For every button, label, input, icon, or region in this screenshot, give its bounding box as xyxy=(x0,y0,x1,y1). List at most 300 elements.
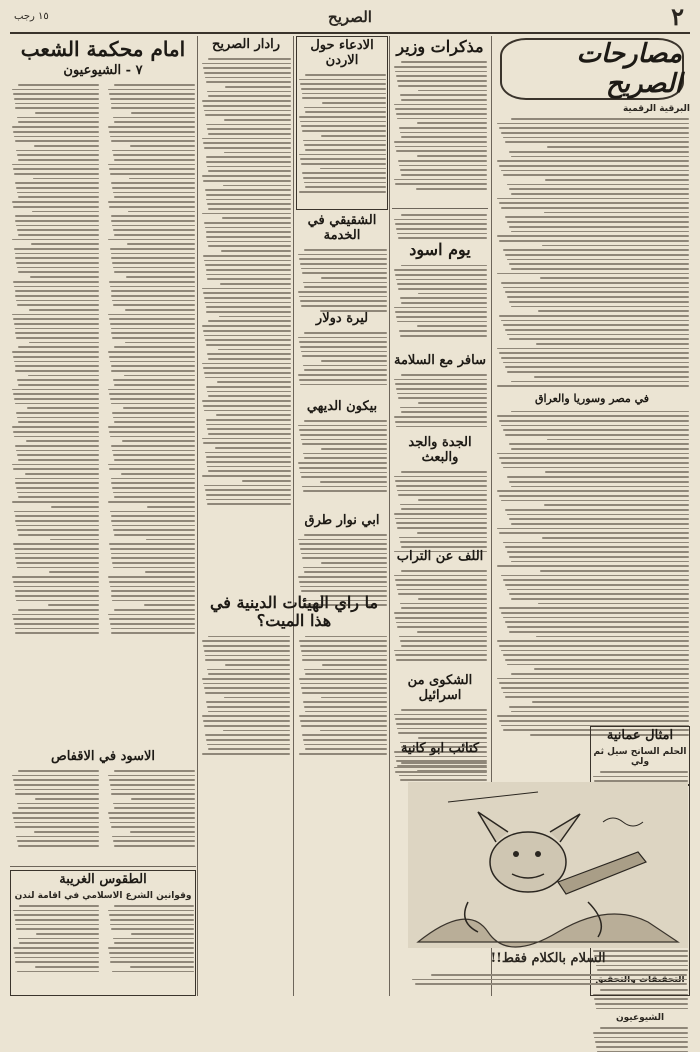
text-line xyxy=(301,351,387,353)
body-text xyxy=(200,634,291,755)
text-line xyxy=(14,361,99,363)
text-line xyxy=(15,182,99,184)
text-line xyxy=(298,425,387,427)
text-line xyxy=(110,173,195,175)
text-line xyxy=(401,645,487,647)
text-line xyxy=(400,504,487,506)
text-line xyxy=(400,335,487,337)
text-line xyxy=(14,248,99,250)
text-line xyxy=(114,421,195,423)
text-line xyxy=(111,445,195,447)
text-line xyxy=(396,522,487,524)
text-line xyxy=(395,146,487,148)
text-line xyxy=(16,928,99,930)
text-line xyxy=(108,164,195,166)
text-line xyxy=(14,398,99,400)
text-line xyxy=(397,728,487,730)
text-line xyxy=(15,253,99,255)
text-line xyxy=(302,272,388,274)
body-text xyxy=(494,116,690,387)
text-line xyxy=(203,255,291,257)
text-line xyxy=(203,142,291,144)
text-line xyxy=(16,150,99,152)
text-line xyxy=(417,325,487,327)
text-line xyxy=(17,192,99,194)
text-line xyxy=(114,121,195,123)
text-line xyxy=(206,739,290,741)
text-line xyxy=(501,425,689,427)
text-line xyxy=(305,673,387,675)
text-line xyxy=(202,753,290,755)
text-line xyxy=(501,687,689,689)
text-line xyxy=(114,770,195,772)
text-line xyxy=(109,468,195,470)
text-line xyxy=(205,189,291,191)
text-line xyxy=(113,417,195,419)
text-line xyxy=(221,250,291,252)
text-line xyxy=(111,370,195,372)
text-line xyxy=(509,706,689,708)
text-line xyxy=(321,697,387,699)
headline: الاسود في الاقفاص xyxy=(50,749,156,764)
text-line xyxy=(205,377,291,379)
text-line xyxy=(203,683,290,685)
text-line xyxy=(15,103,99,105)
text-line xyxy=(15,220,99,222)
article-musarahat xyxy=(494,36,690,726)
text-line xyxy=(497,565,689,567)
text-line xyxy=(109,393,195,395)
text-line xyxy=(544,504,690,506)
text-line xyxy=(593,1032,688,1034)
text-line xyxy=(13,318,99,320)
text-line xyxy=(112,971,194,973)
text-line xyxy=(397,80,487,82)
text-line xyxy=(499,532,689,534)
text-line xyxy=(15,370,99,372)
text-line xyxy=(511,268,689,270)
text-line xyxy=(594,998,688,1000)
text-line xyxy=(16,187,99,189)
text-line xyxy=(206,419,292,421)
text-line xyxy=(208,95,291,97)
text-line xyxy=(124,375,195,377)
text-line xyxy=(112,187,195,189)
text-line xyxy=(111,365,195,367)
text-line xyxy=(29,309,99,311)
text-line xyxy=(497,160,689,162)
text-line xyxy=(202,400,291,402)
text-line xyxy=(14,436,99,438)
text-line xyxy=(206,231,292,233)
text-line xyxy=(111,290,195,292)
text-line xyxy=(300,586,387,588)
text-line xyxy=(205,734,290,736)
text-line xyxy=(33,178,99,180)
text-line xyxy=(302,659,387,661)
text-line xyxy=(204,110,291,112)
article-jordan xyxy=(296,36,388,210)
text-line xyxy=(208,711,290,713)
text-line xyxy=(15,961,99,963)
text-line xyxy=(15,328,99,330)
body-text xyxy=(591,1025,689,1052)
text-line xyxy=(301,268,387,270)
text-line xyxy=(298,576,387,578)
text-line xyxy=(207,706,290,708)
cartoon-drawing-icon xyxy=(408,782,688,948)
text-line xyxy=(207,353,291,355)
text-line xyxy=(123,407,195,409)
article-peoples-court xyxy=(10,36,196,742)
text-line xyxy=(110,98,195,100)
text-line xyxy=(395,108,487,110)
text-line xyxy=(15,924,99,926)
text-line xyxy=(112,562,195,564)
subhead: البرقية الرقمية xyxy=(622,104,690,114)
subhead: ٧ - الشيوعيون xyxy=(63,63,143,78)
text-line xyxy=(547,439,689,441)
text-line xyxy=(13,168,99,170)
text-line xyxy=(206,236,291,238)
text-line xyxy=(202,63,291,65)
body-text xyxy=(408,972,688,985)
text-line xyxy=(505,216,689,218)
text-line xyxy=(15,628,99,630)
text-line xyxy=(13,947,99,949)
text-line xyxy=(395,579,487,581)
text-line xyxy=(130,145,195,147)
text-line xyxy=(394,219,487,221)
text-line xyxy=(204,372,291,374)
text-line xyxy=(397,393,487,395)
body-text xyxy=(296,247,388,312)
body-text xyxy=(200,56,292,505)
text-line xyxy=(121,473,195,475)
text-line xyxy=(48,604,99,606)
text-line xyxy=(400,94,487,96)
text-line xyxy=(302,443,388,445)
text-line xyxy=(113,803,195,805)
text-line xyxy=(303,490,387,492)
text-line xyxy=(501,207,689,209)
text-line xyxy=(300,434,387,436)
text-line xyxy=(207,391,291,393)
article-abu-kaniya xyxy=(392,740,488,780)
text-line xyxy=(206,269,292,271)
text-line xyxy=(596,1008,688,1010)
text-line xyxy=(305,74,386,76)
text-line xyxy=(108,426,195,428)
text-line xyxy=(505,696,689,698)
text-line xyxy=(131,798,195,800)
text-line xyxy=(503,692,689,694)
text-line xyxy=(511,306,689,308)
text-line xyxy=(30,276,99,278)
text-line xyxy=(303,282,387,284)
text-line xyxy=(202,100,291,102)
text-line xyxy=(207,428,291,430)
text-line xyxy=(507,589,689,591)
text-line xyxy=(18,845,99,847)
text-line xyxy=(18,196,99,198)
text-line xyxy=(205,692,290,694)
text-line xyxy=(14,98,99,100)
text-line xyxy=(145,571,195,573)
text-line xyxy=(396,723,487,725)
text-line xyxy=(205,114,291,116)
text-line xyxy=(499,240,689,242)
text-line xyxy=(534,668,689,670)
text-line xyxy=(394,307,487,309)
text-line xyxy=(32,211,99,213)
text-line xyxy=(112,487,195,489)
text-line xyxy=(396,426,487,428)
text-line xyxy=(501,462,689,464)
text-line xyxy=(303,739,387,741)
text-line xyxy=(204,485,291,487)
text-line xyxy=(110,822,195,824)
body-text xyxy=(11,903,100,972)
text-line xyxy=(112,225,195,227)
column-rule xyxy=(389,36,390,996)
body-text xyxy=(392,469,488,552)
text-line xyxy=(299,715,387,717)
text-line xyxy=(108,126,195,128)
text-line xyxy=(299,753,387,755)
text-line xyxy=(299,258,387,260)
text-line xyxy=(108,201,195,203)
text-line xyxy=(18,534,99,536)
text-line xyxy=(298,291,387,293)
text-line xyxy=(111,478,195,480)
text-line xyxy=(298,254,387,256)
text-line xyxy=(108,501,195,503)
text-line xyxy=(401,214,487,216)
text-line xyxy=(398,593,487,595)
text-line xyxy=(394,104,487,106)
body-text xyxy=(392,212,488,239)
text-line xyxy=(300,263,387,265)
text-line xyxy=(321,562,387,564)
text-line xyxy=(14,173,99,175)
text-line xyxy=(18,421,99,423)
text-line xyxy=(202,213,291,215)
text-line xyxy=(302,734,387,736)
text-line xyxy=(397,233,487,235)
text-line xyxy=(497,198,689,200)
text-line xyxy=(401,99,487,101)
text-line xyxy=(113,379,195,381)
text-line xyxy=(400,541,487,543)
text-line xyxy=(110,511,195,513)
text-line xyxy=(112,450,195,452)
text-line xyxy=(398,732,487,734)
text-line xyxy=(400,132,487,134)
text-line xyxy=(16,525,99,527)
text-line xyxy=(540,277,689,279)
text-line xyxy=(497,235,689,237)
text-line xyxy=(398,397,487,399)
text-line xyxy=(206,494,292,496)
text-line xyxy=(35,798,99,800)
article-farewell xyxy=(392,352,488,432)
text-line xyxy=(399,127,487,129)
text-line xyxy=(205,339,291,341)
text-line xyxy=(17,492,99,494)
text-line xyxy=(206,456,292,458)
text-line xyxy=(499,127,689,129)
text-line xyxy=(18,346,99,348)
text-line xyxy=(511,711,689,713)
text-line xyxy=(397,527,487,529)
text-line xyxy=(509,188,689,190)
text-line xyxy=(203,442,291,444)
text-line xyxy=(401,762,487,764)
text-line xyxy=(15,295,99,297)
text-line xyxy=(108,389,195,391)
text-line xyxy=(16,412,99,414)
text-line xyxy=(509,631,689,633)
text-line xyxy=(400,640,487,642)
text-line xyxy=(14,286,99,288)
text-line xyxy=(509,481,689,483)
text-line xyxy=(501,612,689,614)
text-line xyxy=(13,618,99,620)
text-line xyxy=(394,269,487,271)
text-line xyxy=(204,260,291,262)
text-line xyxy=(394,66,487,68)
text-line xyxy=(394,416,487,418)
text-line xyxy=(208,58,291,60)
text-line xyxy=(304,420,387,422)
text-line xyxy=(13,93,99,95)
text-line xyxy=(110,398,195,400)
text-line xyxy=(14,623,99,625)
text-line xyxy=(396,485,487,487)
text-line xyxy=(122,440,195,442)
headline: يوم اسود xyxy=(409,240,471,260)
text-line xyxy=(114,271,195,273)
text-line xyxy=(503,137,689,139)
text-line xyxy=(503,429,689,431)
text-line xyxy=(304,571,387,573)
text-line xyxy=(397,118,487,120)
text-line xyxy=(108,775,195,777)
text-line xyxy=(511,561,689,563)
text-line xyxy=(497,415,689,417)
text-line xyxy=(501,500,689,502)
text-line xyxy=(113,529,195,531)
text-line xyxy=(505,546,689,548)
text-line xyxy=(19,905,99,907)
text-line xyxy=(207,278,291,280)
text-line xyxy=(218,349,291,351)
text-line xyxy=(16,600,99,602)
text-line xyxy=(127,243,195,245)
text-line xyxy=(17,379,99,381)
text-line xyxy=(111,553,195,555)
text-line xyxy=(499,420,689,422)
text-line xyxy=(511,381,689,383)
text-line xyxy=(16,300,99,302)
text-line xyxy=(509,151,689,153)
text-line xyxy=(15,557,99,559)
text-line xyxy=(13,817,99,819)
text-line xyxy=(505,291,689,293)
text-line xyxy=(499,682,689,684)
text-line xyxy=(511,486,689,488)
text-line xyxy=(394,179,487,181)
text-line xyxy=(131,112,195,114)
text-line xyxy=(305,149,386,151)
text-line xyxy=(303,140,386,142)
text-line xyxy=(542,245,689,247)
text-line xyxy=(499,165,689,167)
headline: كتائب ابو كانية xyxy=(400,741,480,756)
text-line xyxy=(112,525,195,527)
text-line xyxy=(109,817,195,819)
text-line xyxy=(15,403,99,405)
text-line xyxy=(207,241,291,243)
text-line xyxy=(532,701,689,703)
text-line xyxy=(15,553,99,555)
body-text xyxy=(10,82,100,634)
text-line xyxy=(399,537,487,539)
box-proverbs xyxy=(590,726,690,786)
text-line xyxy=(304,706,387,708)
text-line xyxy=(12,351,99,353)
text-line xyxy=(501,575,689,577)
text-line xyxy=(15,215,99,217)
text-line xyxy=(305,111,386,113)
text-line xyxy=(322,664,387,666)
text-line xyxy=(395,718,487,720)
text-line xyxy=(398,288,487,290)
text-line xyxy=(13,281,99,283)
text-line xyxy=(12,501,99,503)
text-line xyxy=(35,112,99,114)
text-line xyxy=(204,687,290,689)
text-line xyxy=(113,492,195,494)
text-line xyxy=(497,678,689,680)
text-line xyxy=(505,254,689,256)
text-line xyxy=(31,243,99,245)
text-line xyxy=(501,357,689,359)
text-line xyxy=(27,407,99,409)
text-line xyxy=(114,159,195,161)
text-line xyxy=(110,361,195,363)
text-line xyxy=(299,543,387,545)
article-religious-bodies xyxy=(200,592,388,778)
text-line xyxy=(109,318,195,320)
article-dust xyxy=(392,548,488,668)
text-line xyxy=(111,140,195,142)
text-line xyxy=(401,709,487,711)
text-line xyxy=(396,150,487,152)
text-line xyxy=(110,248,195,250)
text-line xyxy=(12,426,99,428)
text-line xyxy=(305,711,387,713)
article-lira-dollar xyxy=(296,310,388,396)
article-baath xyxy=(392,434,488,544)
text-line xyxy=(14,323,99,325)
text-line xyxy=(396,584,487,586)
text-line xyxy=(15,595,99,597)
text-line xyxy=(299,341,387,343)
text-line xyxy=(223,730,290,732)
text-line xyxy=(12,614,99,616)
